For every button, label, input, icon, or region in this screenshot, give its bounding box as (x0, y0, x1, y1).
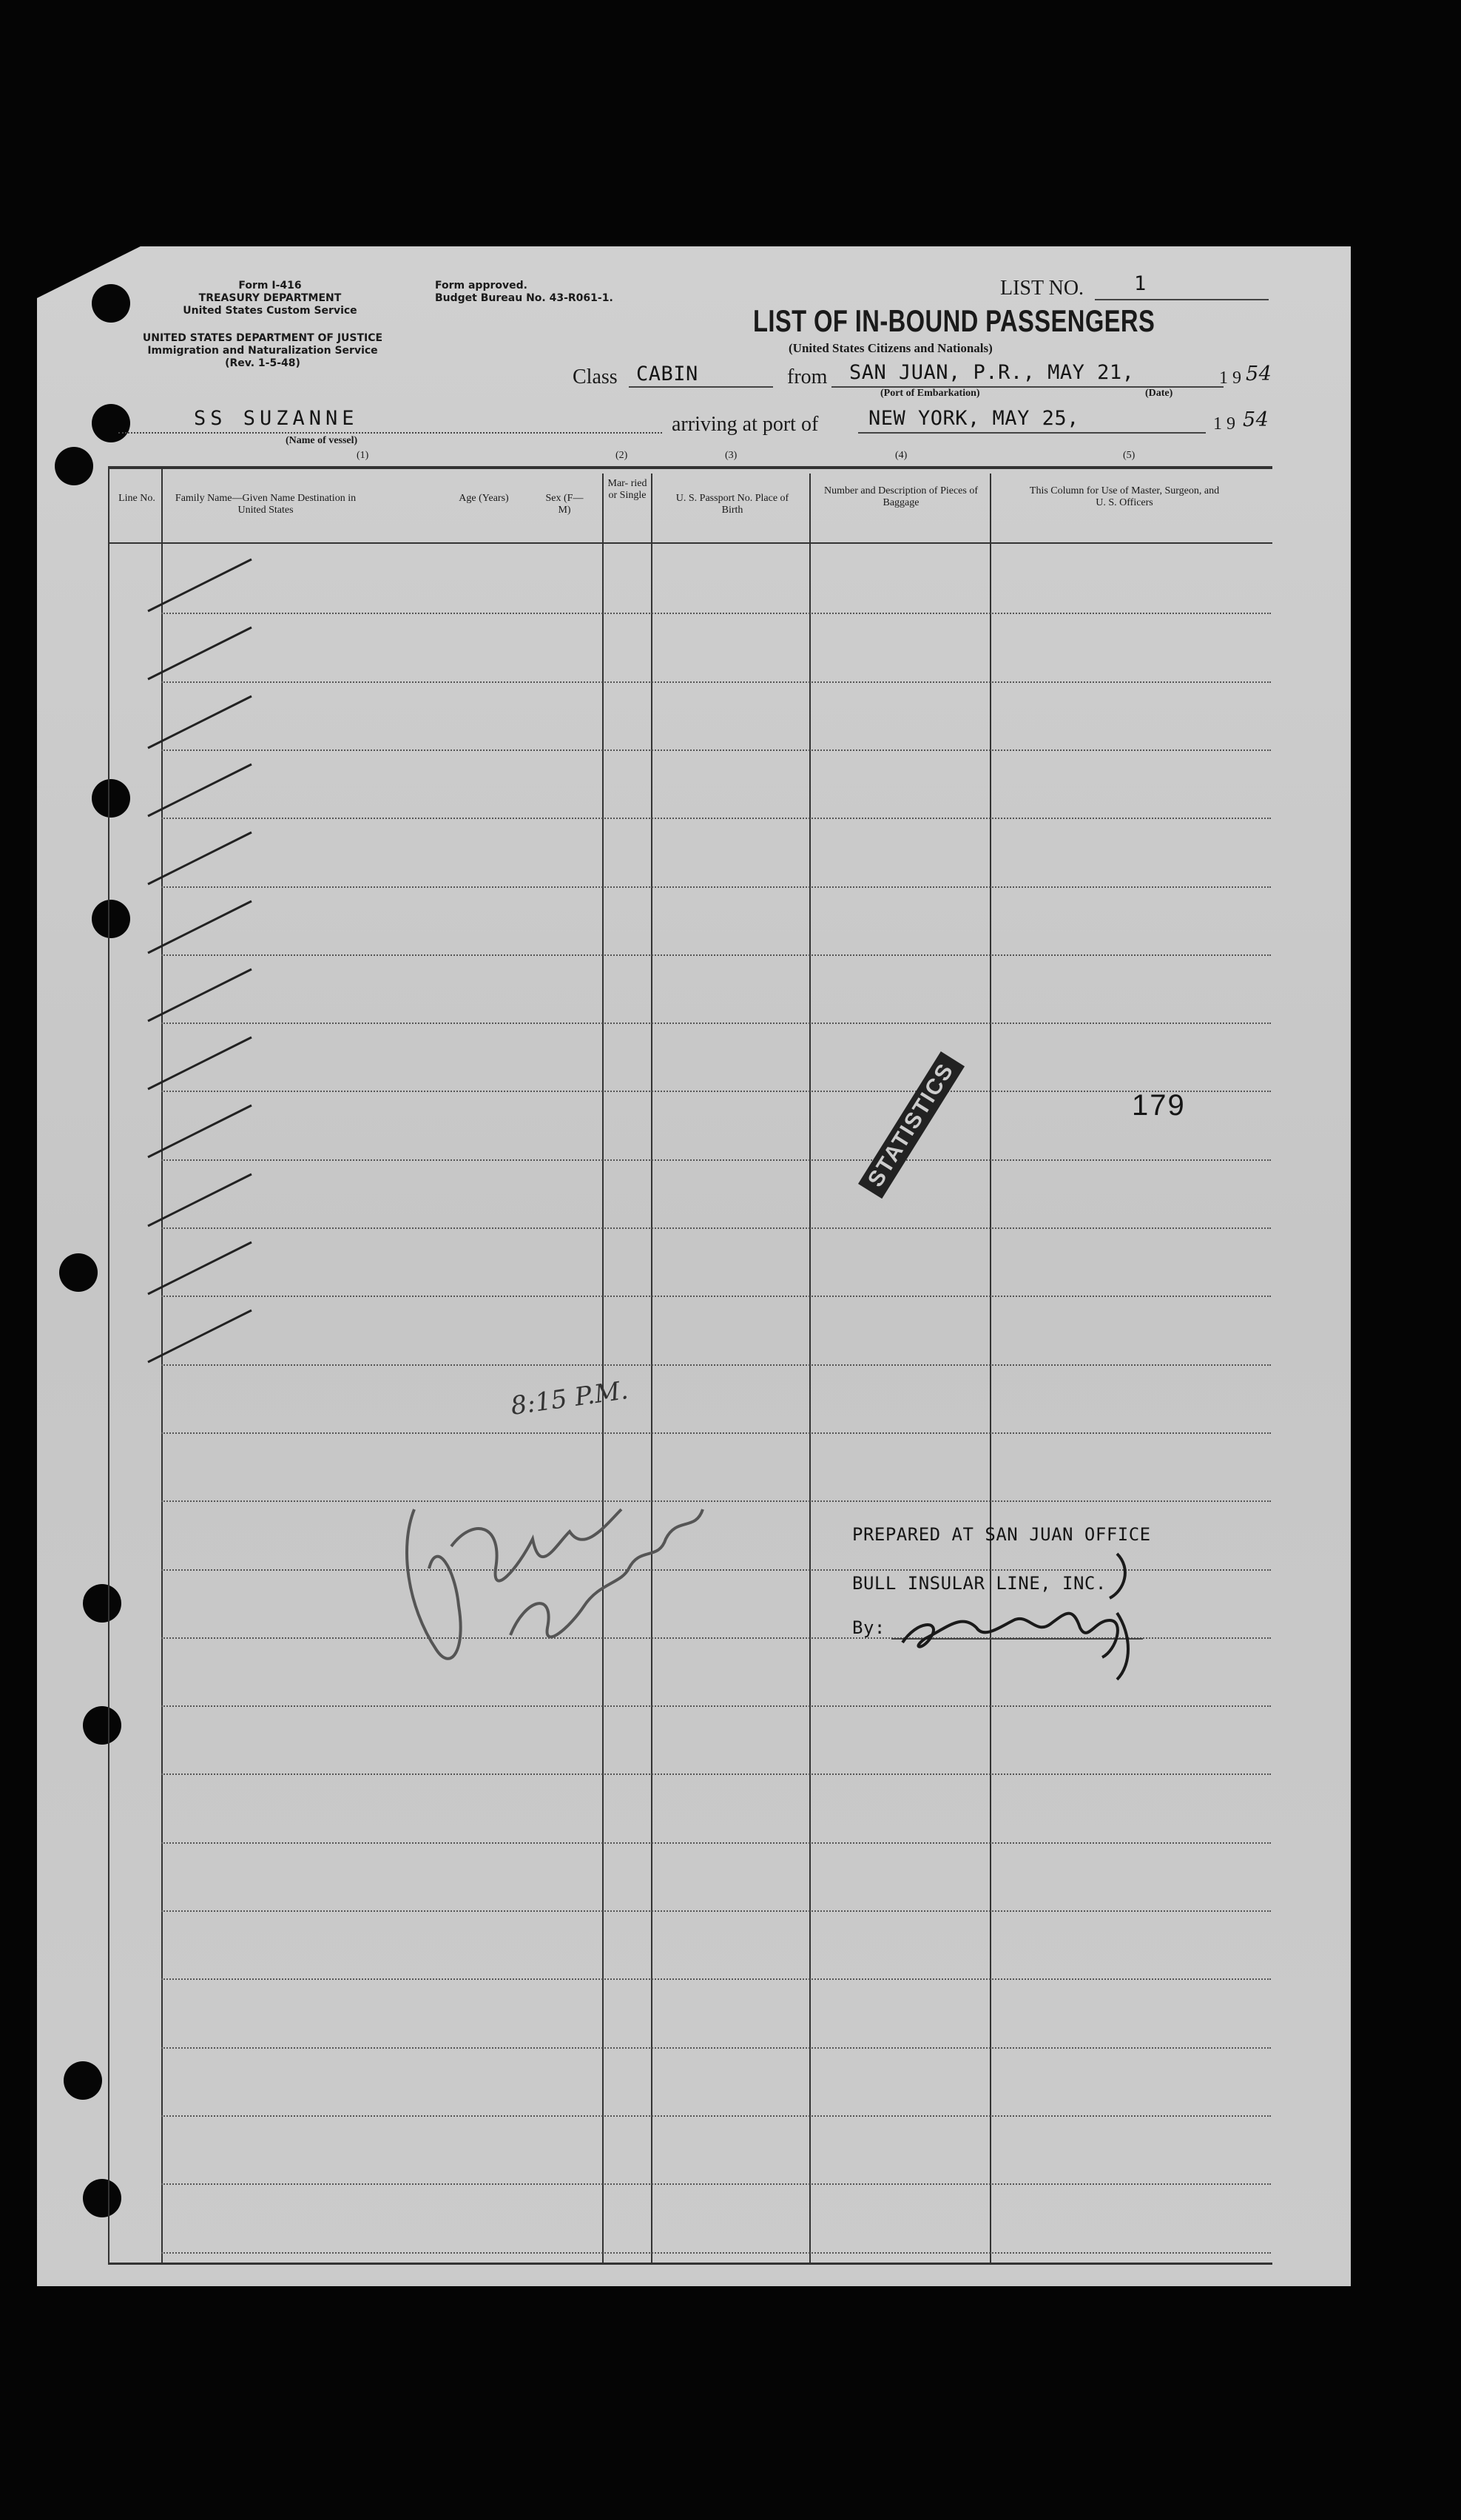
handwritten-time: 8:15 P.M. (508, 1375, 630, 1421)
col-marker-5: (5) (1123, 450, 1136, 461)
check-mark (141, 962, 259, 1028)
row-divider (161, 613, 1271, 614)
justice-department: UNITED STATES DEPARTMENT OF JUSTICE (142, 332, 383, 344)
row-divider (161, 1773, 1271, 1775)
col-marker-1: (1) (357, 450, 369, 461)
class-underline (629, 386, 773, 388)
row-divider (161, 681, 1271, 683)
from-value: SAN JUAN, P.R., MAY 21, (849, 361, 1135, 384)
form-revision: (Rev. 1-5-48) (225, 357, 300, 369)
punch-hole (55, 447, 93, 485)
row-divider (161, 2047, 1271, 2049)
row-divider (161, 1910, 1271, 1912)
punch-hole (59, 1253, 98, 1292)
check-mark (141, 1030, 259, 1096)
check-mark (141, 1098, 259, 1165)
row-divider (161, 886, 1271, 888)
row-divider (161, 1023, 1271, 1024)
year-prefix-2: 19 (1213, 414, 1240, 434)
col-marker-2: (2) (615, 450, 628, 461)
bull-insular-line: BULL INSULAR LINE, INC. (852, 1573, 1107, 1594)
row-divider (161, 2252, 1271, 2254)
row-divider (161, 1842, 1271, 1844)
col-header-name: Family Name—Given Name Destination in United States (175, 493, 357, 516)
col-divider (602, 474, 604, 2264)
justice-block (104, 332, 422, 370)
arriving-label: arriving at port of (672, 413, 819, 436)
col-divider (651, 474, 652, 2264)
punch-hole (92, 900, 130, 938)
punch-hole (83, 1584, 121, 1623)
col-divider (108, 466, 109, 2264)
col-header-passport: U. S. Passport No. Place of Birth (675, 493, 789, 516)
class-value: CABIN (636, 363, 698, 385)
list-no-label: LIST NO. (1000, 277, 1084, 300)
check-mark (141, 552, 259, 619)
check-mark (141, 620, 259, 687)
ins-service: Immigration and Naturalization Service (147, 345, 378, 357)
form-title: LIST OF IN-BOUND PASSENGERS (753, 303, 1155, 338)
signature (895, 1539, 1161, 1687)
table-bottom-rule (108, 2263, 1272, 2265)
col-header-age: Age (Years) (459, 493, 509, 504)
row-divider (161, 954, 1271, 956)
form-info-block (159, 280, 381, 317)
treasury-department: TREASURY DEPARTMENT (198, 292, 342, 304)
arriving-underline (858, 432, 1206, 434)
statistics-stamp: STATISTICS (858, 1051, 965, 1199)
row-divider (161, 1227, 1271, 1229)
row-divider (161, 1159, 1271, 1161)
class-label: Class (573, 365, 618, 388)
form-number: Form I-416 (238, 280, 302, 292)
table-top-rule (108, 466, 1272, 469)
col-header-officers: This Column for Use of Master, Surgeon, and U. S. Officers (1029, 485, 1220, 508)
row-divider (161, 1091, 1271, 1092)
year-2: 54 (1243, 408, 1269, 431)
row-divider (161, 2183, 1271, 2185)
punch-hole (92, 284, 130, 323)
customs-service: United States Custom Service (183, 305, 357, 317)
punch-hole (64, 2061, 102, 2100)
col-header-baggage: Number and Description of Pieces of Baggage (824, 485, 978, 508)
col-marker-4: (4) (895, 450, 908, 461)
col-header-sex: Sex (F—M) (545, 493, 584, 516)
handwritten-initials (385, 1458, 755, 1709)
check-mark (141, 825, 259, 892)
arriving-value: NEW YORK, MAY 25, (868, 407, 1079, 430)
col-header-married: Mar- ried or Single (607, 478, 647, 501)
vessel-name: SS SUZANNE (194, 407, 359, 430)
prepared-by: By: (852, 1617, 885, 1638)
row-divider (161, 1978, 1271, 1980)
punch-hole (83, 1706, 121, 1745)
punch-hole (92, 404, 130, 442)
col-header-line: Line No. (118, 493, 155, 504)
punch-hole (92, 779, 130, 818)
form-approved: Form approved. (435, 280, 527, 292)
col-divider (809, 474, 811, 2264)
row-divider (161, 2115, 1271, 2117)
row-divider (161, 818, 1271, 819)
check-mark (141, 1303, 259, 1370)
row-divider (161, 749, 1271, 751)
row-divider (161, 1296, 1271, 1297)
year-1: 54 (1246, 363, 1272, 385)
col-divider (990, 474, 991, 2264)
list-no-underline (1095, 299, 1269, 300)
year-prefix-1: 19 (1219, 368, 1246, 388)
vessel-underline (118, 432, 662, 434)
punch-hole (83, 2179, 121, 2217)
check-mark (141, 757, 259, 823)
form-subtitle: (United States Citizens and Nationals) (789, 341, 993, 355)
col-marker-3: (3) (725, 450, 738, 461)
check-mark (141, 689, 259, 755)
row-divider (161, 1432, 1271, 1434)
check-mark (141, 894, 259, 960)
table-header-rule (108, 542, 1272, 544)
row-divider (161, 1364, 1271, 1366)
list-no-value: 1 (1134, 272, 1147, 295)
from-label: from (787, 365, 828, 388)
prepared-at: PREPARED AT SAN JUAN OFFICE (852, 1524, 1151, 1545)
officer-column-number: 179 (1132, 1089, 1186, 1122)
port-caption: (Port of Embarkation) (880, 388, 980, 399)
budget-bureau: Budget Bureau No. 43-R061-1. (435, 292, 613, 304)
check-mark (141, 1235, 259, 1301)
vessel-caption: (Name of vessel) (286, 435, 358, 446)
check-mark (141, 1167, 259, 1233)
date-caption: (Date) (1145, 388, 1173, 399)
budget-block (435, 280, 613, 305)
